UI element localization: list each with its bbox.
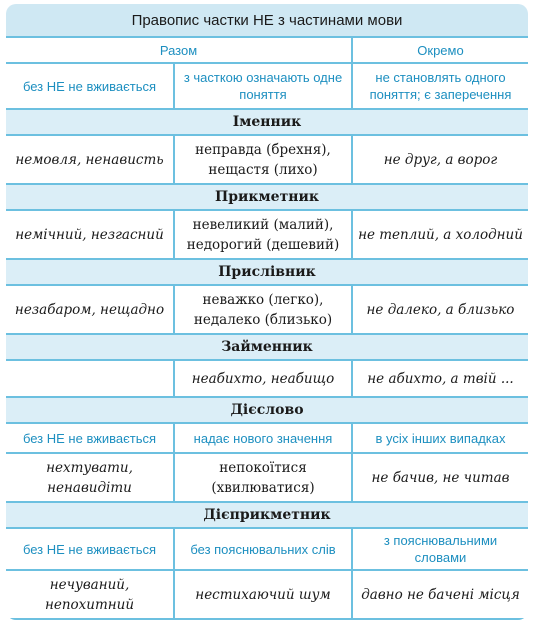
example-cell: не друг, а ворог: [352, 135, 528, 184]
example-cell: [174, 453, 352, 502]
example-cell: немовля, ненависть: [6, 135, 174, 184]
criteria-cell: без пояснювальних слів: [174, 528, 352, 570]
example-cell: [174, 285, 352, 334]
section-label-verb: Дієслово: [6, 397, 528, 423]
example-cell: нечуваний, непохитний: [6, 570, 174, 619]
criteria-cell: з пояснювальними словами: [352, 528, 528, 570]
header-row: [6, 37, 528, 63]
example-row-verb: [6, 453, 528, 502]
example-line: невеликий (малий),: [192, 216, 334, 233]
example-row-adverb: [6, 285, 528, 334]
example-cell: давно не бачені місця: [352, 570, 528, 619]
criteria-row: [6, 63, 528, 109]
example-cell: [174, 210, 352, 259]
example-row-pronoun: [6, 360, 528, 397]
example-line: непокоїтися: [219, 459, 307, 476]
criteria-cell: без НЕ не вживається: [6, 528, 174, 570]
example-cell: [174, 135, 352, 184]
example-row-participle: [6, 570, 528, 619]
section-row-adverb: [6, 259, 528, 285]
section-row-pronoun: [6, 334, 528, 360]
section-label-adverb: Прислівник: [6, 259, 528, 285]
example-cell-empty: [6, 360, 174, 397]
criteria-row-verb: [6, 423, 528, 453]
criteria-cell: в усіх інших випадках: [352, 423, 528, 453]
section-row-participle: [6, 502, 528, 528]
example-cell: незабаром, нещадно: [6, 285, 174, 334]
example-line: (хвилюватися): [211, 479, 315, 496]
criteria-cell: без НЕ не вживається: [6, 63, 174, 109]
example-cell: неабихто, неабищо: [174, 360, 352, 397]
example-line: недорогий (дешевий): [186, 236, 340, 253]
example-line: недалеко (близько): [193, 311, 333, 328]
ne-rules-table: [6, 36, 528, 620]
table-title: Правопис частки НЕ з частинами мови: [6, 4, 528, 36]
example-cell: не теплий, а холодний: [352, 210, 528, 259]
example-cell: нестихаючий шум: [174, 570, 352, 619]
example-cell: не абихто, а твій ...: [352, 360, 528, 397]
section-row-noun: [6, 109, 528, 135]
example-row-noun: [6, 135, 528, 184]
example-line: неважко (легко),: [202, 291, 324, 308]
criteria-cell: надає нового значення: [174, 423, 352, 453]
criteria-cell: з часткою означають одне поняття: [174, 63, 352, 109]
criteria-cell: не становлять одного поняття; є заперечення: [352, 63, 528, 109]
section-label-adjective: Прикметник: [6, 184, 528, 210]
example-row-adjective: [6, 210, 528, 259]
example-line: неправда (брехня),: [195, 141, 331, 158]
section-label-noun: Іменник: [6, 109, 528, 135]
criteria-row-participle: [6, 528, 528, 570]
ne-rules-table-sheet: [6, 4, 528, 620]
section-label-pronoun: Займенник: [6, 334, 528, 360]
example-cell: не бачив, не читав: [352, 453, 528, 502]
example-cell: немічний, незгасний: [6, 210, 174, 259]
section-row-verb: [6, 397, 528, 423]
header-together: Разом: [6, 37, 352, 63]
section-label-participle: Дієприкметник: [6, 502, 528, 528]
example-line: нещастя (лихо): [208, 161, 318, 178]
section-row-adjective: [6, 184, 528, 210]
example-cell: нехтувати, ненавидіти: [6, 453, 174, 502]
example-cell: не далеко, а близько: [352, 285, 528, 334]
header-separately: Окремо: [352, 37, 528, 63]
criteria-cell: без НЕ не вживається: [6, 423, 174, 453]
